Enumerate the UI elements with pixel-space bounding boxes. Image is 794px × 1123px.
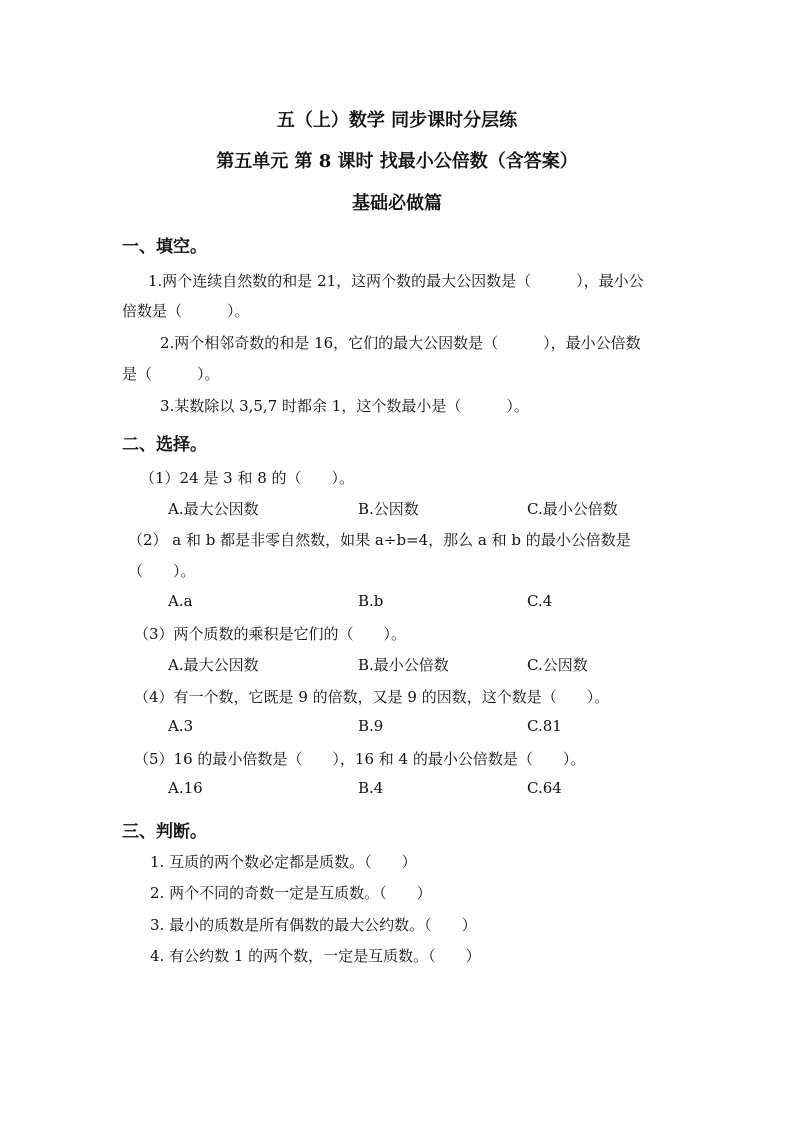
- section-fill-heading: 一、填空。: [122, 237, 207, 257]
- choice-2-option-c: C.4: [527, 592, 553, 610]
- judge-item-4: 4. 有公约数 1 的两个数，一定是互质数。（ ）: [150, 947, 481, 965]
- judge-item-3: 3. 最小的质数是所有偶数的最大公约数。（ ）: [150, 916, 477, 934]
- choice-4-option-c: C.81: [527, 717, 562, 735]
- choice-question-5: （5）16 的最小倍数是（ ），16 和 4 的最小公倍数是（ ）。: [134, 750, 586, 768]
- page-subtitle: 第五单元 第 8 课时 找最小公倍数（含答案）: [216, 151, 578, 172]
- choice-1-option-a: A.最大公因数: [168, 500, 259, 518]
- choice-question-3: （3）两个质数的乘积是它们的（ ）。: [134, 625, 407, 643]
- choice-3-option-b: B.最小公倍数: [358, 656, 449, 674]
- choice-5-option-a: A.16: [168, 779, 203, 797]
- fill-question-2-line-2: 是（ ）。: [122, 365, 220, 383]
- page-title: 五（上）数学 同步课时分层练: [276, 110, 518, 131]
- choice-1-option-b: B.公因数: [358, 500, 419, 518]
- choice-5-option-b: B.4: [358, 779, 384, 797]
- fill-question-3: 3.某数除以 3,5,7 时都余 1，这个数最小是（ ）。: [160, 397, 529, 415]
- choice-2-option-b: B.b: [358, 592, 384, 610]
- choice-4-option-b: B.9: [358, 717, 384, 735]
- judge-item-2: 2. 两个不同的奇数一定是互质数。（ ）: [150, 884, 432, 902]
- choice-4-option-a: A.3: [168, 717, 194, 735]
- fill-question-2-line-1: 2.两个相邻奇数的和是 16，它们的最大公因数是（ ），最小公倍数: [160, 334, 641, 352]
- section-judge-heading: 三、判断。: [122, 822, 207, 842]
- choice-5-option-c: C.64: [527, 779, 562, 797]
- choice-1-option-c: C.最小公倍数: [527, 500, 618, 518]
- judge-item-1: 1. 互质的两个数必定都是质数。（ ）: [150, 853, 417, 871]
- choice-2-option-a: A.a: [168, 592, 193, 610]
- fill-question-1-line-1: 1.两个连续自然数的和是 21，这两个数的最大公因数是（ ），最小公: [148, 272, 644, 290]
- level-title: 基础必做篇: [352, 193, 442, 214]
- choice-3-option-c: C.公因数: [527, 656, 588, 674]
- fill-question-1-line-2: 倍数是（ ）。: [122, 302, 250, 320]
- choice-question-2-line-2: （ ）。: [128, 562, 196, 580]
- choice-question-1: （1）24 是 3 和 8 的（ ）。: [140, 469, 355, 487]
- choice-question-2-line-1: （2） a 和 b 都是非零自然数，如果 a÷b=4，那么 a 和 b 的最小公倍数是: [128, 531, 631, 549]
- choice-question-4: （4）有一个数，它既是 9 的倍数，又是 9 的因数，这个数是（ ）。: [134, 688, 610, 706]
- choice-3-option-a: A.最大公因数: [168, 656, 259, 674]
- section-choice-heading: 二、选择。: [122, 435, 207, 455]
